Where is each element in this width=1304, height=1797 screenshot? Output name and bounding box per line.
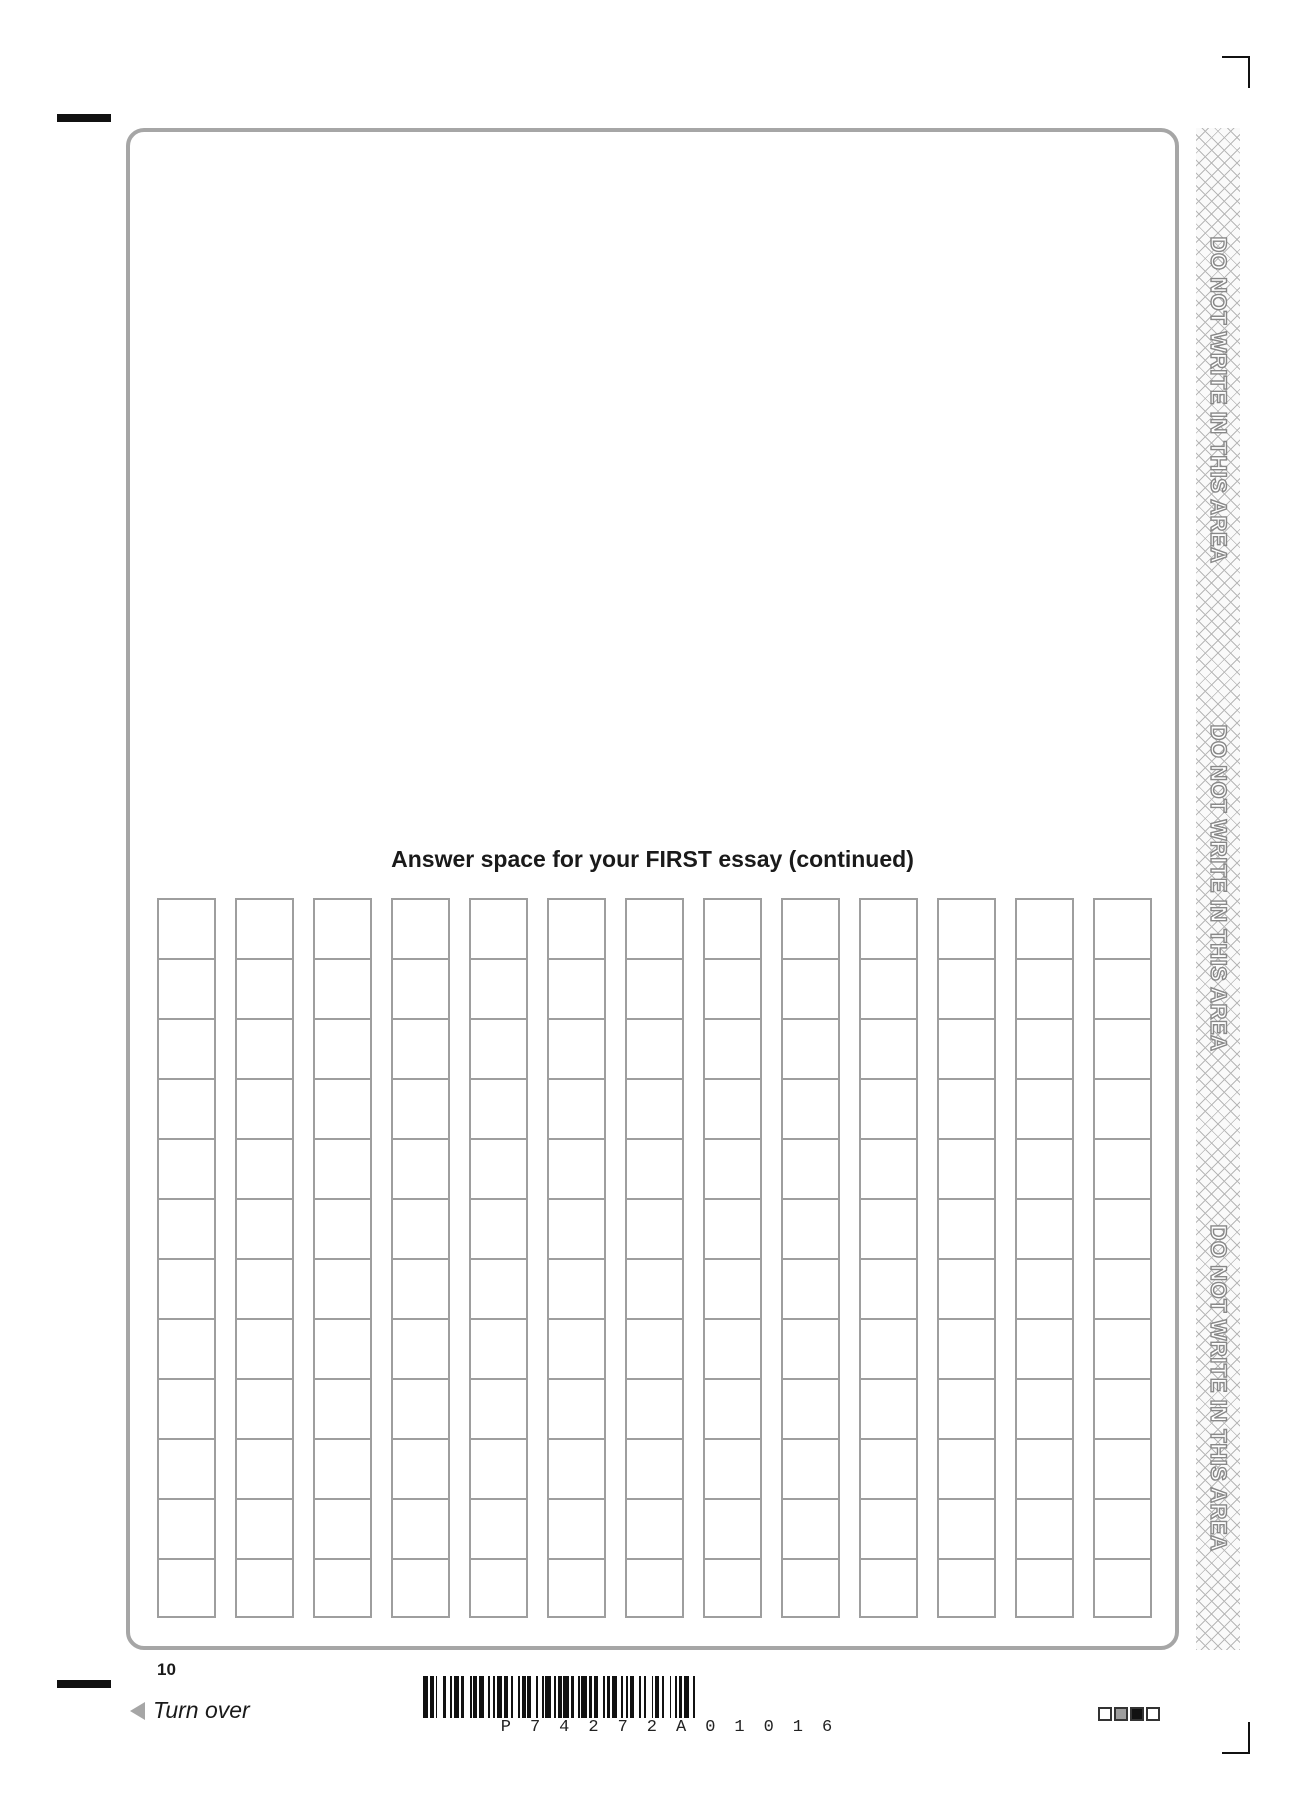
grid-column[interactable]: [781, 898, 840, 1618]
crop-mark-bottom-right-v: [1248, 1722, 1250, 1754]
turn-over: [130, 1697, 250, 1724]
grid-column[interactable]: [157, 898, 216, 1618]
barcode-bar: [454, 1676, 459, 1718]
barcode-bar: [423, 1676, 428, 1718]
grid-column[interactable]: [1093, 898, 1152, 1618]
turn-over-label: Turn over: [153, 1697, 250, 1723]
grid-column[interactable]: [469, 898, 528, 1618]
barcode-bar: [589, 1676, 593, 1718]
barcode-bar: [563, 1676, 568, 1718]
margin-warning-text: DO NOT WRITE IN THIS AREA: [1206, 236, 1231, 564]
grid-column[interactable]: [625, 898, 684, 1618]
barcode-bar: [652, 1676, 654, 1718]
grid-column[interactable]: [547, 898, 606, 1618]
barcode-bar: [670, 1676, 672, 1718]
answer-grid[interactable]: [157, 898, 1153, 1618]
barcode-bar: [518, 1676, 520, 1718]
margin-warning-text: DO NOT WRITE IN THIS AREA: [1206, 724, 1231, 1052]
colour-square: [1114, 1707, 1128, 1721]
barcode-bar: [662, 1676, 664, 1718]
barcode-bar: [626, 1676, 628, 1718]
page-number: 10: [157, 1660, 176, 1679]
barcode-text: P74272A01016: [500, 1718, 852, 1737]
barcode-bar: [461, 1676, 465, 1718]
barcode-bar: [479, 1676, 484, 1718]
barcode-bar: [655, 1676, 659, 1718]
barcode-bar: [684, 1676, 689, 1718]
barcode-bar: [545, 1676, 550, 1718]
barcode-bar: [621, 1676, 623, 1718]
colour-square: [1146, 1707, 1160, 1721]
barcode-bar: [594, 1676, 598, 1718]
colour-square: [1130, 1707, 1144, 1721]
barcode-bar: [504, 1676, 508, 1718]
barcode-bar: [450, 1676, 452, 1718]
barcode-bar: [630, 1676, 634, 1718]
colour-squares: [1098, 1707, 1162, 1721]
crop-mark-top-right-h: [1222, 56, 1250, 58]
barcode-bar: [511, 1676, 513, 1718]
barcode-bar: [581, 1676, 586, 1718]
registration-bar-bottom: [57, 1680, 111, 1688]
crop-mark-top-right-v: [1248, 56, 1250, 88]
barcode-bar: [603, 1676, 605, 1718]
barcode-bar: [473, 1676, 477, 1718]
barcode-bar: [493, 1676, 495, 1718]
barcode-bar: [542, 1676, 544, 1718]
barcode-bar: [679, 1676, 683, 1718]
barcode-bar: [436, 1676, 438, 1718]
barcode-bar: [612, 1676, 617, 1718]
barcode-bar: [644, 1676, 646, 1718]
barcode-bar: [578, 1676, 580, 1718]
barcode-bar: [470, 1676, 472, 1718]
barcode-bar: [488, 1676, 490, 1718]
barcode-bar: [675, 1676, 677, 1718]
barcode-bar: [693, 1676, 695, 1718]
colour-square: [1098, 1707, 1112, 1721]
grid-column[interactable]: [859, 898, 918, 1618]
barcode-bar: [527, 1676, 531, 1718]
grid-column[interactable]: [1015, 898, 1074, 1618]
barcode-bar: [571, 1676, 575, 1718]
barcode-bar: [443, 1676, 447, 1718]
registration-bar-top: [57, 114, 111, 122]
grid-column[interactable]: [313, 898, 372, 1618]
barcode-bar: [536, 1676, 538, 1718]
barcode: [423, 1676, 889, 1718]
section-heading: Answer space for your FIRST essay (continued): [391, 846, 914, 872]
grid-column[interactable]: [937, 898, 996, 1618]
barcode-bar: [522, 1676, 526, 1718]
barcode-bar: [639, 1676, 641, 1718]
grid-column[interactable]: [391, 898, 450, 1618]
crop-mark-bottom-right-h: [1222, 1752, 1250, 1754]
barcode-bar: [558, 1676, 562, 1718]
grid-column[interactable]: [235, 898, 294, 1618]
barcode-bar: [430, 1676, 434, 1718]
grid-column[interactable]: [703, 898, 762, 1618]
barcode-bar: [607, 1676, 611, 1718]
margin-warning-text: DO NOT WRITE IN THIS AREA: [1206, 1224, 1231, 1552]
triangle-left-icon: [130, 1702, 145, 1720]
barcode-bar: [497, 1676, 502, 1718]
barcode-bar: [554, 1676, 556, 1718]
